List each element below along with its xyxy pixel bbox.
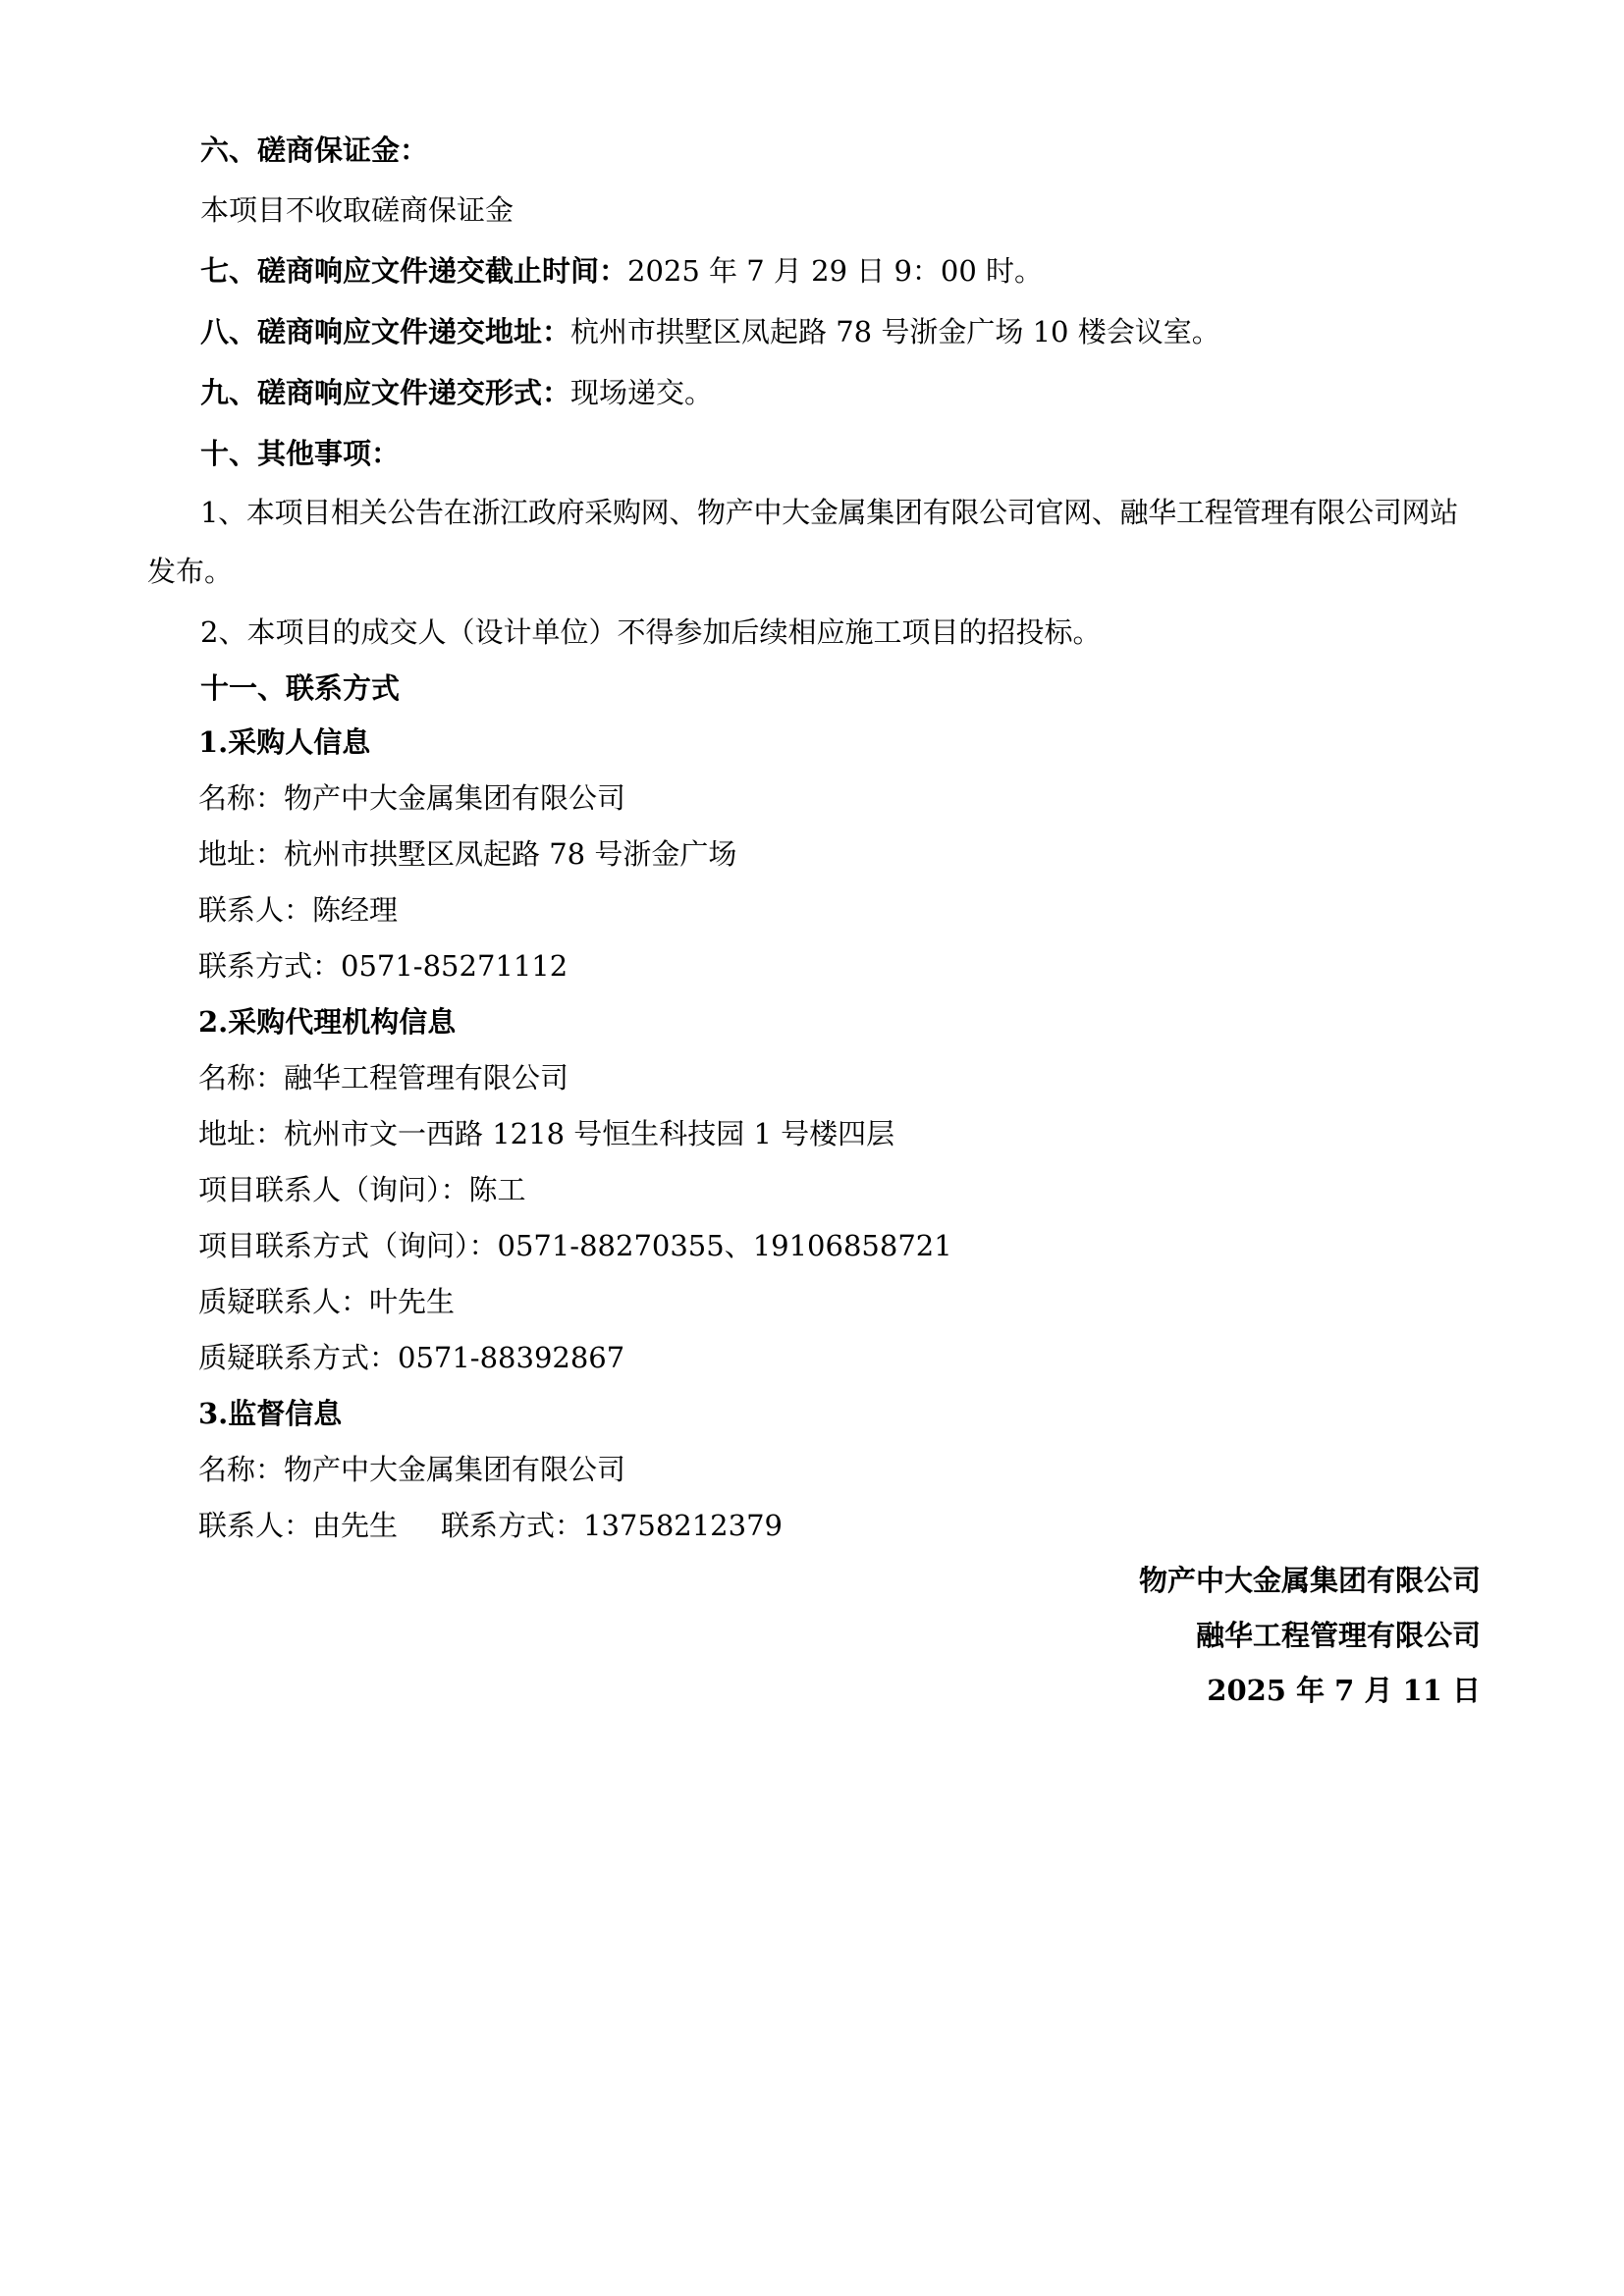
section-7-value: 2025 年 7 月 29 日 9：00 时。 — [627, 254, 1044, 288]
agency-heading: 2.采购代理机构信息 — [198, 1005, 457, 1039]
agency-project-contact: 项目联系人（询问）：陈工 — [198, 1173, 526, 1206]
supervision-contact-line — [198, 1506, 783, 1545]
section-8 — [200, 312, 1220, 351]
agency-name: 名称：融华工程管理有限公司 — [198, 1061, 569, 1095]
section-10-item1-line1: 1、本项目相关公告在浙江政府采购网、物产中大金属集团有限公司官网、融华工程管理有限公司网站 — [200, 496, 1458, 529]
section-8-value: 杭州市拱墅区凤起路 78 号浙金广场 10 楼会议室。 — [570, 315, 1220, 348]
agency-query-contact: 质疑联系人：叶先生 — [198, 1285, 456, 1318]
supervision-contact: 联系人：由先生 — [198, 1509, 399, 1542]
section-7-label: 七、磋商响应文件递交截止时间： — [200, 254, 628, 288]
section-9 — [200, 373, 713, 412]
signature-org2: 融华工程管理有限公司 — [1195, 1619, 1481, 1652]
supervision-phone: 联系方式：13758212379 — [441, 1509, 783, 1542]
section-9-value: 现场递交。 — [570, 376, 714, 409]
section-10-heading: 十、其他事项： — [200, 437, 401, 470]
purchaser-contact: 联系人：陈经理 — [198, 893, 399, 927]
section-10-item2: 2、本项目的成交人（设计单位）不得参加后续相应施工项目的招投标。 — [200, 615, 1102, 649]
agency-address: 地址：杭州市文一西路 1218 号恒生科技园 1 号楼四层 — [198, 1117, 895, 1150]
section-7 — [200, 251, 1043, 291]
supervision-name: 名称：物产中大金属集团有限公司 — [198, 1453, 626, 1486]
purchaser-address: 地址：杭州市拱墅区凤起路 78 号浙金广场 — [198, 837, 737, 871]
signature-date: 2025 年 7 月 11 日 — [1207, 1674, 1481, 1707]
section-9-label: 九、磋商响应文件递交形式： — [200, 376, 571, 409]
signature-org1: 物产中大金属集团有限公司 — [1138, 1564, 1481, 1597]
agency-project-phone: 项目联系方式（询问）：0571-88270355、19106858721 — [198, 1229, 952, 1262]
section-6-text: 本项目不收取磋商保证金 — [200, 193, 514, 227]
supervision-heading: 3.监督信息 — [198, 1397, 343, 1430]
section-11-heading: 十一、联系方式 — [200, 671, 401, 705]
purchaser-heading: 1.采购人信息 — [198, 725, 371, 759]
section-6-heading: 六、磋商保证金： — [200, 133, 429, 167]
purchaser-name: 名称：物产中大金属集团有限公司 — [198, 781, 626, 815]
section-8-label: 八、磋商响应文件递交地址： — [200, 315, 571, 348]
section-10-item1-line2: 发布。 — [147, 555, 234, 588]
purchaser-phone: 联系方式：0571-85271112 — [198, 949, 568, 983]
agency-query-phone: 质疑联系方式：0571-88392867 — [198, 1341, 625, 1374]
